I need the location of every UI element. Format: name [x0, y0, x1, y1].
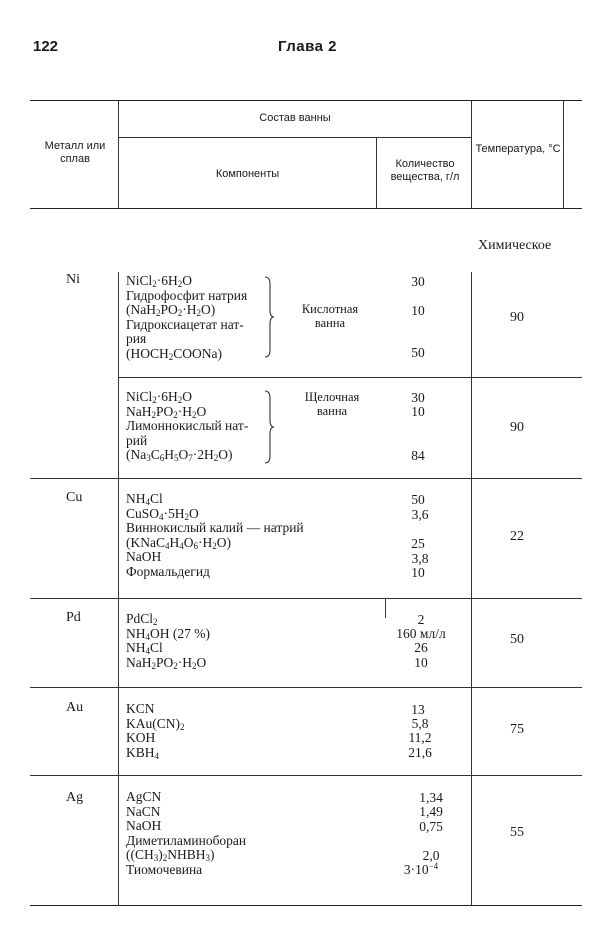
header-quantity: Количество вещества, г/л — [390, 158, 460, 183]
quantity: 3,6 — [411, 507, 429, 522]
component: $KAu(CN)_2$ — [126, 715, 185, 732]
component: NaOH — [126, 549, 162, 564]
row-temperature: 55 — [510, 825, 524, 840]
component: $(NaH_2PO_2\cdot H_2O)$ — [126, 302, 216, 318]
row-sep-ni — [118, 377, 582, 378]
component: KCN — [126, 701, 155, 716]
row-temperature: 90 — [510, 420, 524, 435]
quantity: 10 — [411, 565, 425, 580]
body-vline-1 — [118, 272, 119, 905]
component: $CuSO_4\cdot 5H_2O$ — [126, 505, 199, 522]
quantity: 10 — [414, 655, 428, 670]
quantity: 160 мл/л — [396, 626, 446, 641]
row-components — [126, 390, 248, 463]
header-bath-composition: Состав ванны — [259, 112, 331, 124]
quantity: 50 — [411, 492, 425, 507]
component: рий — [126, 432, 148, 448]
quantity: 13 — [411, 702, 425, 717]
header-vline-4 — [563, 101, 564, 208]
component: рия — [126, 331, 147, 346]
quantity: 0,75 — [419, 819, 443, 834]
quantity: 30 — [411, 274, 425, 289]
component: $NH_4Cl$ — [126, 491, 163, 507]
row-metal: Au — [66, 700, 84, 715]
row-components — [126, 274, 247, 361]
header-vline-1 — [118, 101, 119, 208]
row-components — [126, 492, 304, 579]
row-sep-cu — [30, 478, 582, 479]
component: $NiCl_2\cdot 6H_2O$ — [126, 389, 193, 405]
component: Тиомочевина — [126, 861, 203, 877]
header-metal: Металл или сплав — [44, 140, 106, 165]
component: $NaH_2PO_2\cdot H_2O$ — [126, 403, 207, 420]
quantity: 30 — [411, 390, 425, 405]
header-bottom-rule — [30, 208, 582, 209]
header-vline-2 — [376, 138, 377, 208]
component: $NH_4OH$ (27 %) — [126, 625, 210, 642]
component: Диметиламиноборан — [126, 832, 247, 848]
bath-note: Кислотная ванна — [301, 302, 359, 330]
component: Виннокислый калий — натрий — [126, 520, 304, 535]
component: $(HOCH_2COONa)$ — [126, 345, 222, 362]
page-number: 122 — [33, 38, 59, 55]
row-metal: Ag — [66, 790, 84, 805]
row-sep-au — [30, 687, 582, 688]
row-temperature: 22 — [510, 529, 524, 544]
header-components: Компоненты — [215, 168, 280, 180]
bath-note: Щелочная ванна — [304, 390, 360, 418]
row-temperature: 75 — [510, 722, 524, 737]
row-temperature: 50 — [510, 632, 524, 647]
header-sub-rule — [118, 137, 471, 138]
component: Гидроксиацетат нат- — [126, 316, 244, 332]
quantity: 21,6 — [408, 745, 432, 760]
body-vline-2 — [471, 272, 472, 905]
quantity: 10 — [411, 404, 425, 419]
row-metal: Cu — [66, 490, 83, 505]
quantity: 1,49 — [419, 804, 443, 819]
row-sep-pd — [30, 598, 582, 599]
component: NaCN — [126, 803, 161, 819]
brace-icon — [262, 276, 276, 358]
quantity: $3\cdot 10^{-4}$ — [403, 861, 439, 877]
component: Лимоннокислый нат- — [126, 418, 249, 433]
brace-icon — [262, 390, 276, 464]
quantity: 1,34 — [419, 790, 443, 805]
row-temperature: 90 — [510, 310, 524, 325]
row-metal: Pd — [66, 610, 81, 625]
component: $NaH_2PO_2\cdot H_2O$ — [126, 654, 207, 671]
component: AgCN — [126, 789, 162, 804]
row-sep-ag — [30, 775, 582, 776]
quantity: 25 — [411, 536, 425, 551]
component: $(KNaC_4H_4O_6\cdot H_2O)$ — [126, 534, 231, 551]
component: Гидрофосфит натрия — [126, 287, 248, 303]
component: Формальдегид — [126, 563, 210, 579]
quantity: 50 — [411, 345, 425, 360]
component: $NiCl_2\cdot 6H_2O$ — [126, 273, 193, 289]
section-title: Химическое — [478, 238, 552, 253]
row-components — [126, 612, 210, 670]
quantity: 2,0 — [422, 848, 440, 863]
component: $(Na_3C_6H_5O_7\cdot 2H_2O)$ — [126, 447, 233, 463]
chapter-title: Глава 2 — [278, 38, 338, 55]
component: $((CH_3)_2NHBH_3)$ — [126, 847, 215, 863]
table-bottom-rule — [30, 905, 582, 906]
quantity: 11,2 — [408, 730, 432, 745]
header-vline-3 — [471, 101, 472, 208]
component: $NH_4Cl$ — [126, 640, 163, 656]
component: KOH — [126, 730, 156, 745]
row-components — [126, 702, 185, 760]
header-temperature: Температура, °С — [475, 143, 561, 155]
quantity: 84 — [411, 448, 425, 463]
quantity: 26 — [414, 640, 428, 655]
quantity: 3,8 — [411, 551, 429, 566]
component: PdCl$_2$ — [126, 611, 158, 627]
quantity: 2 — [417, 612, 425, 627]
component: $KBH_4$ — [126, 744, 160, 761]
row-metal: Ni — [66, 272, 80, 287]
quantity: 5,8 — [411, 716, 429, 731]
table-top-rule — [30, 100, 582, 101]
row-components — [126, 790, 246, 877]
component: NaOH — [126, 818, 162, 833]
quantity: 10 — [411, 303, 425, 318]
